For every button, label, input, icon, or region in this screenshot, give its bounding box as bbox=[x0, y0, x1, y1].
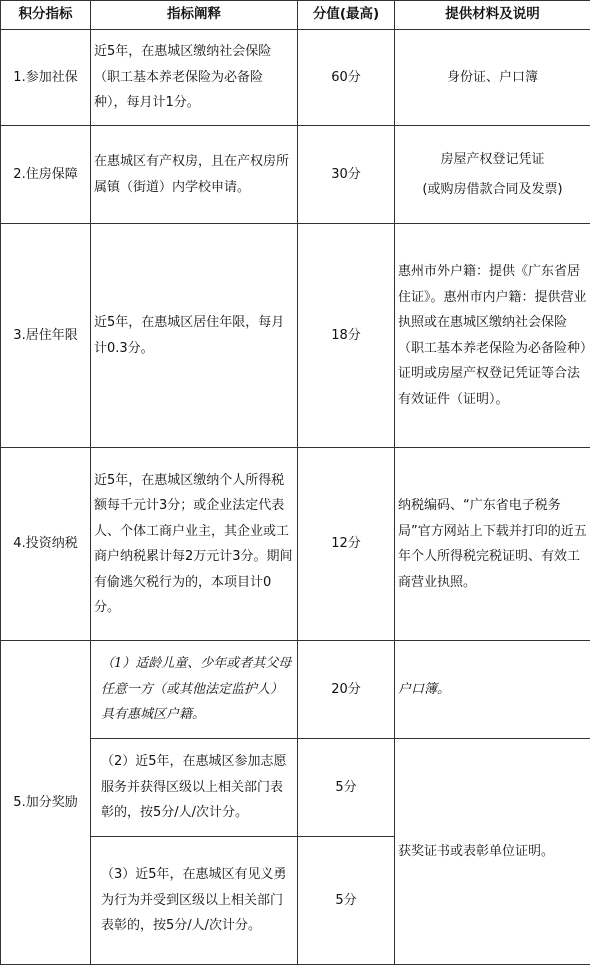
header-indicator: 积分指标 bbox=[1, 1, 91, 30]
score-cell: 30分 bbox=[298, 126, 395, 224]
table-row bbox=[1, 448, 590, 641]
explanation-cell: （3）近5年，在惠城区有见义勇为行为并受到区级以上相关部门表彰的，按5分/人/次计分。 bbox=[91, 837, 298, 965]
indicator-cell: 1.参加社保 bbox=[1, 30, 91, 126]
explanation-cell: 近5年，在惠城区缴纳个人所得税额每千元计3分；或企业法定代表人、个体工商户业主，其企业或工商户纳税累计每2万元计3分。期间有偷逃欠税行为的，本项目计0分。 bbox=[91, 448, 298, 641]
score-cell: 5分 bbox=[298, 739, 395, 837]
score-cell: 18分 bbox=[298, 224, 395, 448]
explanation-cell: 近5年，在惠城区居住年限，每月计0.3分。 bbox=[91, 224, 298, 448]
header-score: 分值(最高) bbox=[298, 1, 395, 30]
explanation-cell: （1）适龄儿童、少年或者其父母任意一方（或其他法定监护人）具有惠城区户籍。 bbox=[91, 641, 298, 739]
score-cell: 60分 bbox=[298, 30, 395, 126]
indicator-cell: 3.居住年限 bbox=[1, 224, 91, 448]
explanation-cell: 在惠城区有产权房，且在产权房所属镇（街道）内学校申请。 bbox=[91, 126, 298, 224]
materials-cell bbox=[395, 126, 590, 224]
header-materials: 提供材料及说明 bbox=[395, 1, 590, 30]
indicator-cell: 5.加分奖励 bbox=[1, 641, 91, 965]
explanation-cell: 近5年，在惠城区缴纳社会保险（职工基本养老保险为必备险种），每月计1分。 bbox=[91, 30, 298, 126]
materials-cell: 纳税编码、“广东省电子税务局”官方网站上下载并打印的近五年个人所得税完税证明、有效工商营业执照。 bbox=[395, 448, 590, 641]
table-row bbox=[1, 126, 590, 224]
score-cell: 5分 bbox=[298, 837, 395, 965]
materials-line: (或购房借款合同及发票) bbox=[422, 181, 563, 197]
score-cell: 20分 bbox=[298, 641, 395, 739]
table-row bbox=[1, 224, 590, 448]
header-explanation: 指标阐释 bbox=[91, 1, 298, 30]
header-row bbox=[1, 1, 590, 30]
indicator-cell: 4.投资纳税 bbox=[1, 448, 91, 641]
materials-cell: 惠州市外户籍：提供《广东省居住证》。惠州市内户籍：提供营业执照或在惠城区缴纳社会保险（职工基本养老保险为必备险种）证明或房屋产权登记凭证等合法有效证件（证明）。 bbox=[395, 224, 590, 448]
table-row bbox=[1, 641, 590, 739]
table-row bbox=[1, 30, 590, 126]
indicator-cell: 2.住房保障 bbox=[1, 126, 91, 224]
score-cell: 12分 bbox=[298, 448, 395, 641]
materials-cell: 户口簿。 bbox=[395, 641, 590, 739]
materials-cell: 身份证、户口簿 bbox=[395, 30, 590, 126]
materials-cell: 获奖证书或表彰单位证明。 bbox=[395, 739, 590, 965]
explanation-cell: （2）近5年，在惠城区参加志愿服务并获得区级以上相关部门表彰的，按5分/人/次计分。 bbox=[91, 739, 298, 837]
materials-line: 房屋产权登记凭证 bbox=[440, 151, 545, 167]
